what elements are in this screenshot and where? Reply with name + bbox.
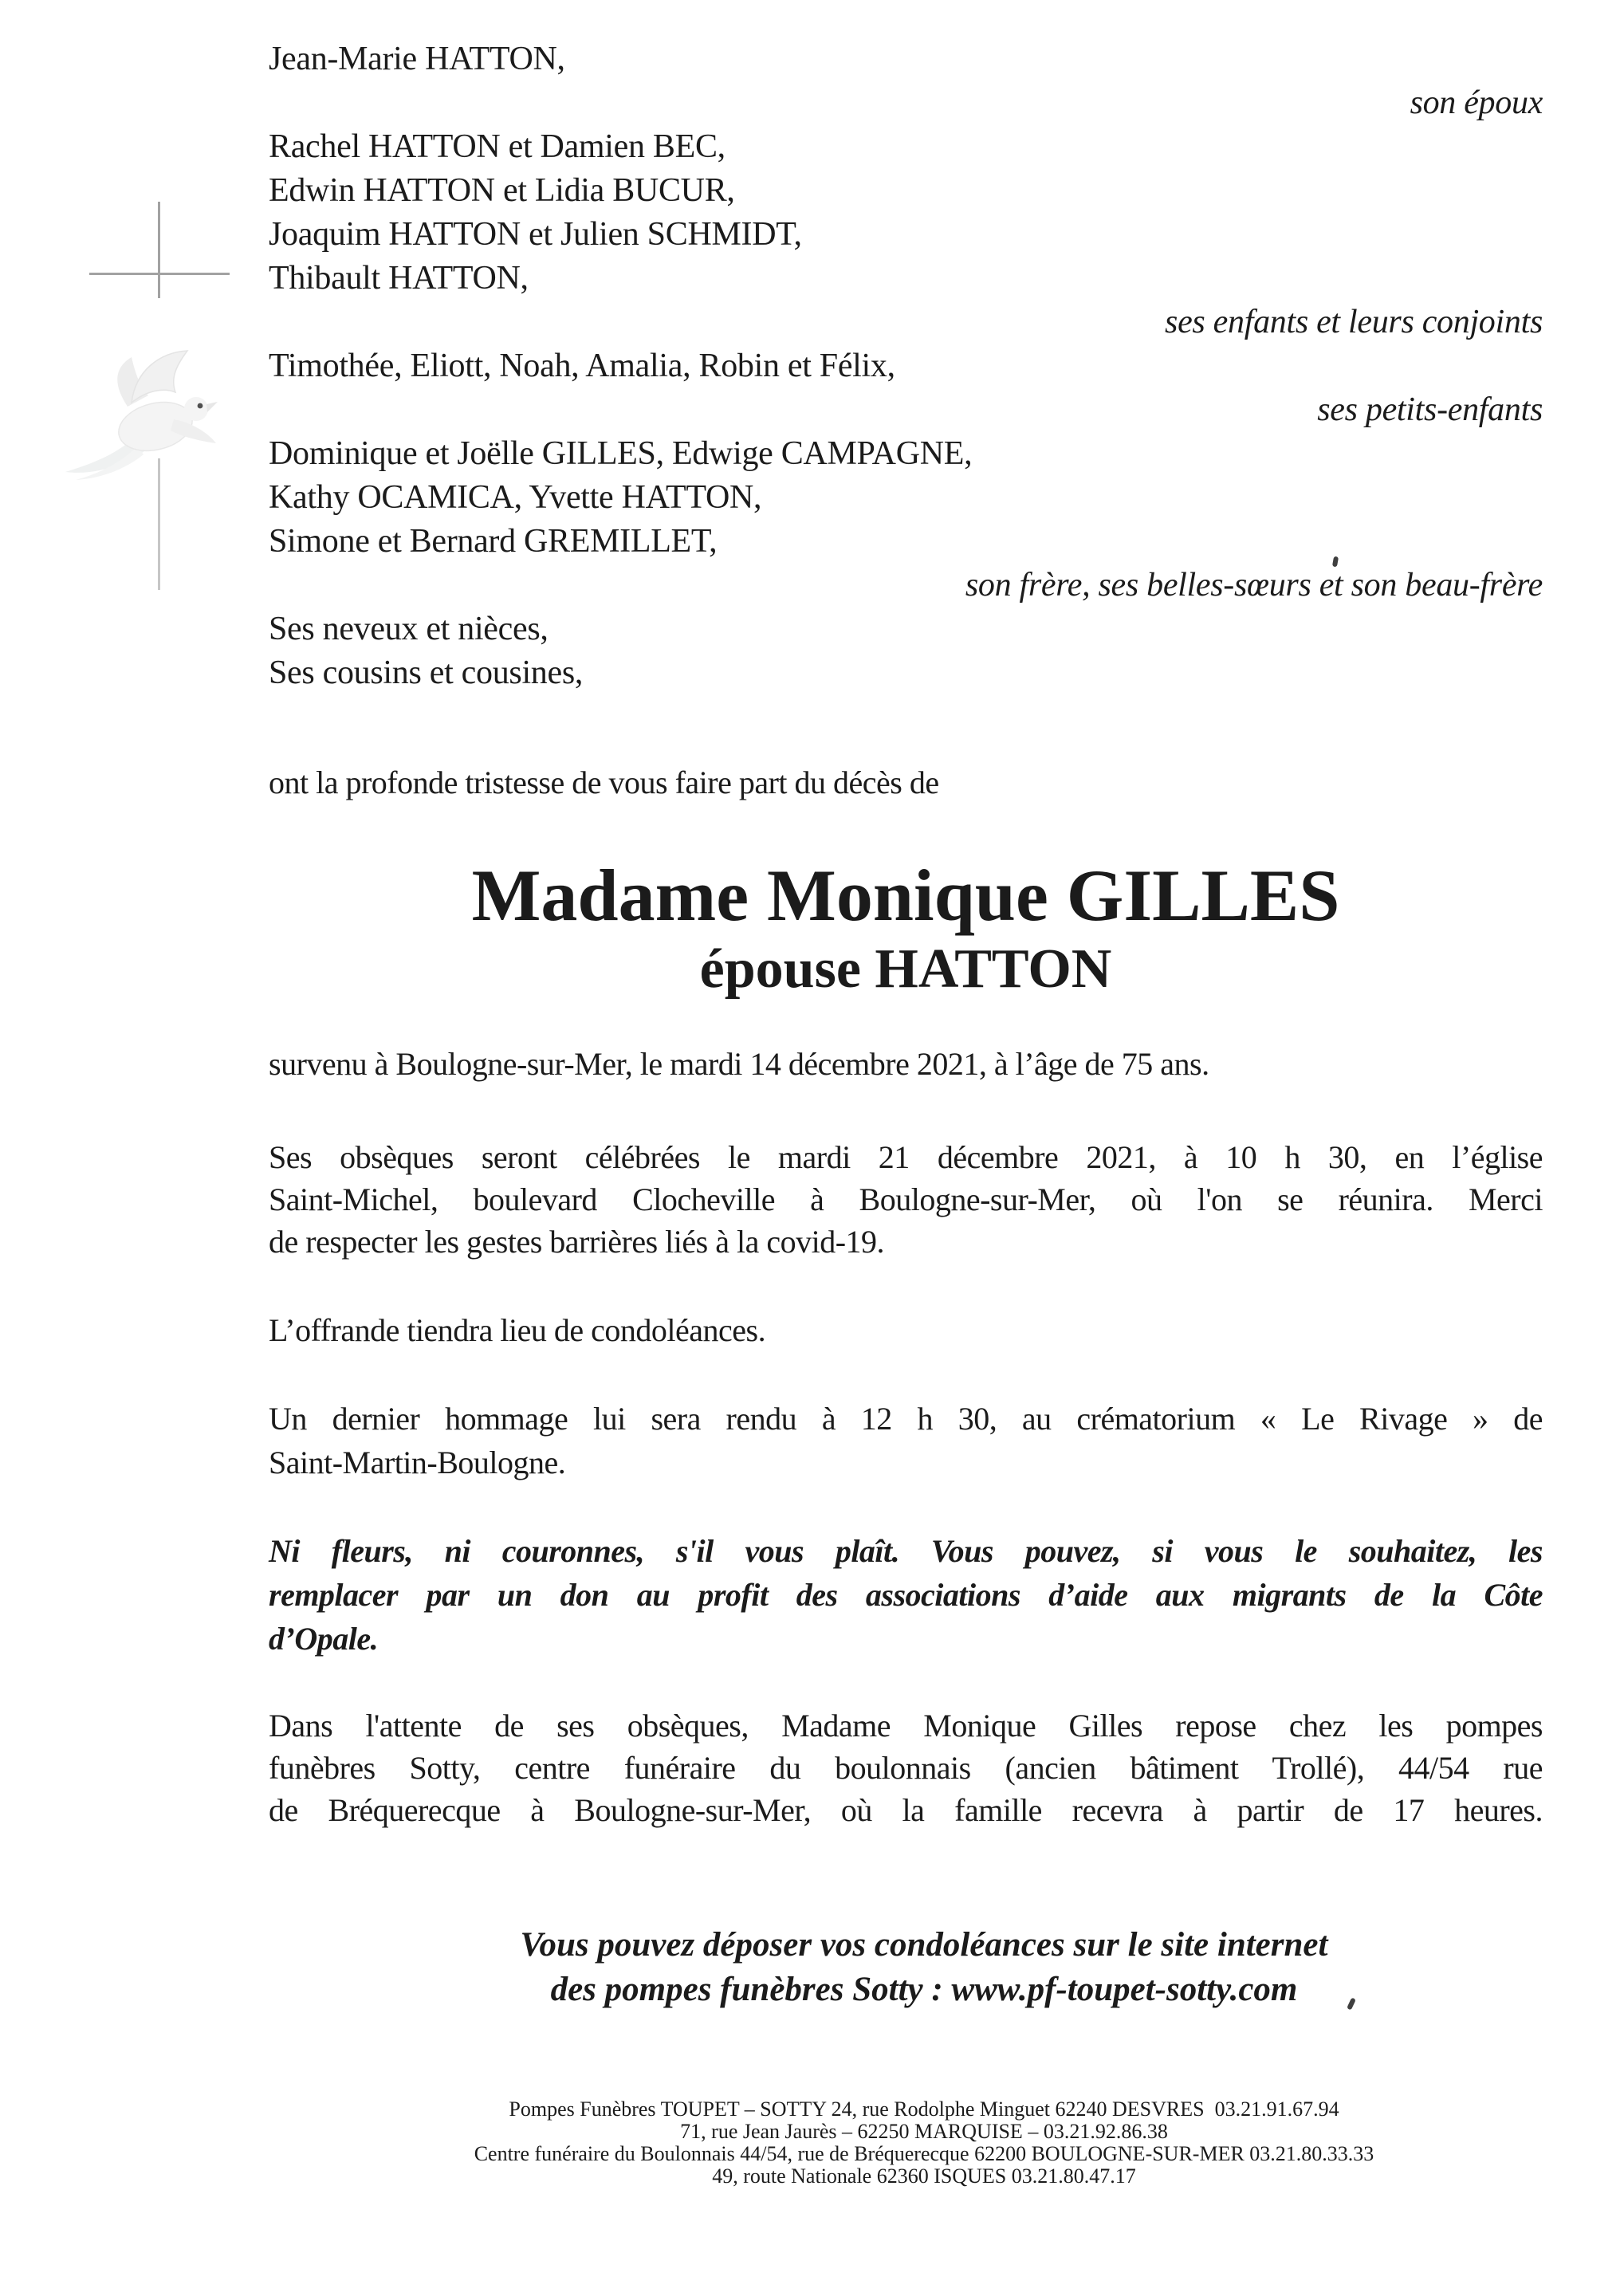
family-line: Timothée, Eliott, Noah, Amalia, Robin et Félix, <box>269 348 895 384</box>
fold-mark <box>158 458 160 590</box>
website-url: des pompes funèbres Sotty : www.pf-toupet-sotty.com <box>550 1971 1298 2008</box>
repose-paragraph <box>269 1704 1543 1831</box>
death-statement: survenu à Boulogne-sur-Mer, le mardi 14 décembre 2021, à l’âge de 75 ans. <box>269 1046 1209 1082</box>
paragraph-line: Saint-Michel, boulevard Clocheville à Boulogne-sur-Mer, où l'on se réunira. Merci <box>269 1181 1543 1217</box>
paragraph-line: Saint-Martin-Boulogne. <box>269 1445 566 1480</box>
family-line: Jean-Marie HATTON, <box>269 41 565 77</box>
footer-address-line: Pompes Funèbres TOUPET – SOTTY 24, rue Rodolphe Minguet 62240 DESVRES 03.21.91.67.94 <box>509 2097 1339 2121</box>
online-condolences-block <box>287 1923 1561 2012</box>
paragraph-line: de respecter les gestes barrières liés à la covid-19. <box>269 1224 885 1260</box>
paragraph-line: Ni fleurs, ni couronnes, s'il vous plaît. Vous pouvez, si vous le souhaitez, les <box>269 1533 1543 1569</box>
family-line: Rachel HATTON et Damien BEC, <box>269 128 725 165</box>
paragraph-line: Un dernier hommage lui sera rendu à 12 h 30, au crématorium « Le Rivage » de <box>269 1401 1543 1437</box>
paragraph-line: funèbres Sotty, centre funéraire du boulonnais (ancien bâtiment Trollé), 44/54 rue <box>269 1750 1543 1786</box>
family-line: Edwin HATTON et Lidia BUCUR, <box>269 172 735 209</box>
family-line: Ses cousins et cousines, <box>269 655 584 691</box>
condolences-line: Vous pouvez déposer vos condoléances sur le site internet <box>520 1926 1328 1964</box>
funeral-home-footer <box>287 2098 1561 2188</box>
footer-address-line: 49, route Nationale 62360 ISQUES 03.21.80.47.17 <box>712 2164 1136 2188</box>
tribute-paragraph <box>269 1397 1543 1484</box>
family-line: Joaquim HATTON et Julien SCHMIDT, <box>269 216 802 253</box>
family-line: Thibault HATTON, <box>269 260 529 297</box>
relation-label: son époux <box>1410 85 1543 121</box>
family-line: Simone et Bernard GREMILLET, <box>269 523 718 560</box>
footer-address-line: 71, rue Jean Jaurès – 62250 MARQUISE – 03.21.92.86.38 <box>680 2120 1168 2143</box>
family-line: Kathy OCAMICA, Yvette HATTON, <box>269 479 762 516</box>
paragraph-line: d’Opale. <box>269 1621 379 1657</box>
family-line: Dominique et Joëlle GILLES, Edwige CAMPAGNE, <box>269 435 973 472</box>
paragraph-line: remplacer par un don au profit des associations d’aide aux migrants de la Côte <box>269 1577 1543 1613</box>
ceremony-paragraph <box>269 1136 1543 1263</box>
relation-label: ses petits-enfants <box>1317 391 1543 428</box>
family-line: Ses neveux et nièces, <box>269 611 549 647</box>
no-flowers-paragraph <box>269 1529 1543 1661</box>
announcement-intro: ont la profonde tristesse de vous faire part du décès de <box>269 765 939 800</box>
deceased-married-name: épouse HATTON <box>699 938 1112 1000</box>
family-names-block <box>269 37 1543 695</box>
deceased-name: Madame Monique GILLES <box>471 855 1340 936</box>
paragraph-line: Dans l'attente de ses obsèques, Madame Monique Gilles repose chez les pompes <box>269 1708 1543 1744</box>
relation-label: ses enfants et leurs conjoints <box>1165 304 1543 340</box>
relation-label: son frère, ses belles-sœurs et son beau-frère <box>965 567 1543 603</box>
dove-icon <box>56 343 223 494</box>
crop-mark-vertical <box>158 202 160 298</box>
footer-address-line: Centre funéraire du Boulonnais 44/54, rue de Bréquerecque 62200 BOULOGNE-SUR-MER 03.21.80.33.33 <box>474 2142 1374 2165</box>
paragraph-line: de Bréquerecque à Boulogne-sur-Mer, où la famille recevra à partir de 17 heures. <box>269 1792 1543 1828</box>
offering-line: L’offrande tiendra lieu de condoléances. <box>269 1312 766 1348</box>
paragraph-line: Ses obsèques seront célébrées le mardi 21 décembre 2021, à 10 h 30, en l’église <box>269 1139 1543 1175</box>
